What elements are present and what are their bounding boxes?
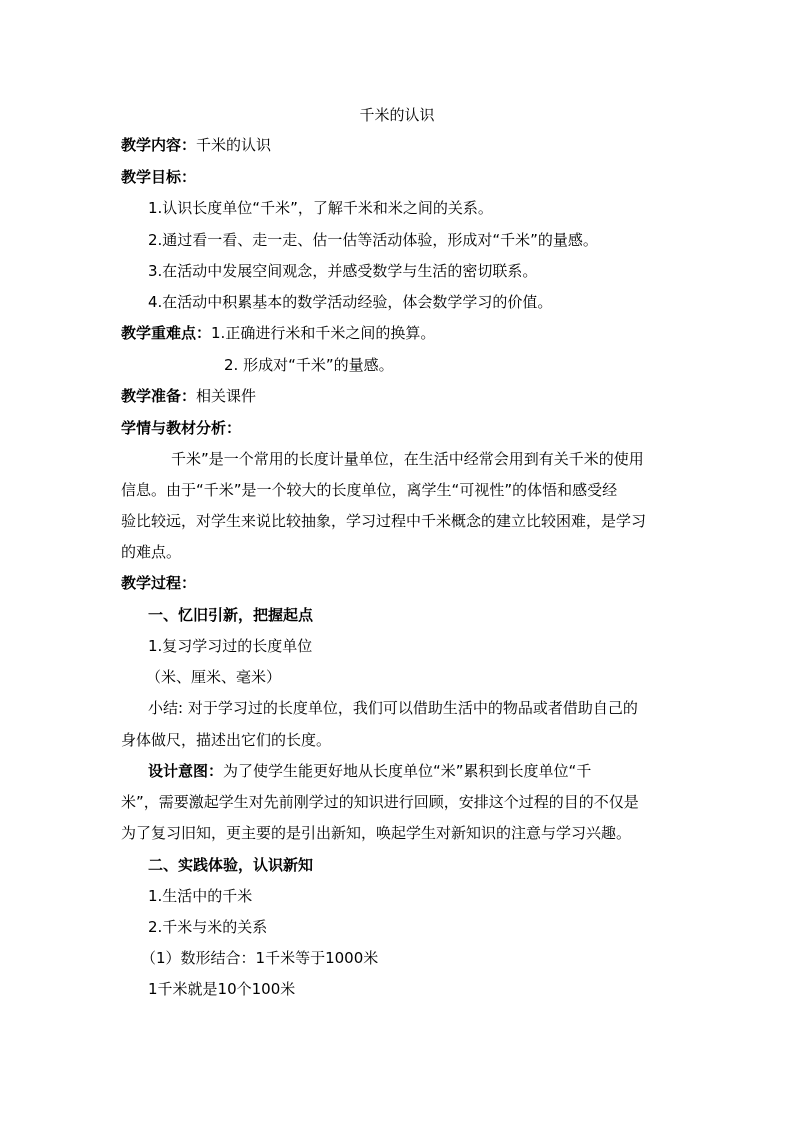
summary-line: 小结: 对于学习过的长度单位，我们可以借助生活中的物品或者借助自己的 [148,699,638,717]
process-label: 教学过程： [121,574,197,592]
section-heading: 一、忆旧引新，把握起点 [148,606,314,624]
key-points-row [121,323,435,343]
content-label: 教学内容： [121,136,197,154]
goal-item: 4.在活动中积累基本的数学活动经验，体会数学学习的价值。 [148,293,553,311]
design-text: 为了使学生能更好地从长度单位“米”累积到长度单位“千 [223,762,592,780]
prep-value: 相关课件 [196,387,257,405]
key-point-item: 1.正确进行米和千米之间的换算。 [211,324,436,342]
units-list: （米、厘米、毫米） [146,668,282,686]
goal-item: 2.通过看一看、走一走、估一估等活动体验，形成对“千米”的量感。 [148,231,598,249]
list-item: 2.千米与米的关系 [148,918,268,936]
goals-label: 教学目标： [121,168,197,186]
teaching-prep [121,386,256,406]
design-intent [148,761,591,781]
analysis-line: 验比较远，对学生来说比较抽象，学习过程中千米概念的建立比较困难，是学习 [121,512,647,530]
prep-label: 教学准备： [121,387,197,405]
list-item: 1.复习学习过的长度单位 [148,637,313,655]
key-points-label: 教学重难点： [121,324,212,342]
analysis-line: 的难点。 [121,543,182,561]
section-heading: 二、实践体验，认识新知 [148,856,314,874]
teaching-content [121,135,271,155]
content-value: 千米的认识 [196,136,272,154]
key-point-item: 2. 形成对“千米”的量感。 [224,356,394,374]
sub-item: （1）数形结合：1千米等于1000米 [141,949,379,967]
page-title: 千米的认识 [359,106,435,124]
list-item: 1.生活中的千米 [148,887,253,905]
design-label: 设计意图： [148,762,224,780]
design-line: 为了复习旧知，更主要的是引出新知，唤起学生对新知识的注意与学习兴趣。 [121,824,632,842]
summary-line: 身体做尺，描述出它们的长度。 [121,731,332,749]
design-line: 米”，需要激起学生对先前刚学过的知识进行回顾，安排这个过程的目的不仅是 [121,793,639,811]
goal-item: 3.在活动中发展空间观念，并感受数学与生活的密切联系。 [148,262,538,280]
goal-item: 1.认识长度单位“千米”，了解千米和米之间的关系。 [148,199,493,217]
analysis-line: 信息。由于“千米”是一个较大的长度单位，离学生“可视性”的体悟和感受经 [121,481,618,499]
analysis-label: 学情与教材分析： [121,419,242,437]
sub-item: 1千米就是10个100米 [148,980,296,998]
analysis-line: 千米”是一个常用的长度计量单位，在生活中经常会用到有关千米的使用 [171,450,644,468]
